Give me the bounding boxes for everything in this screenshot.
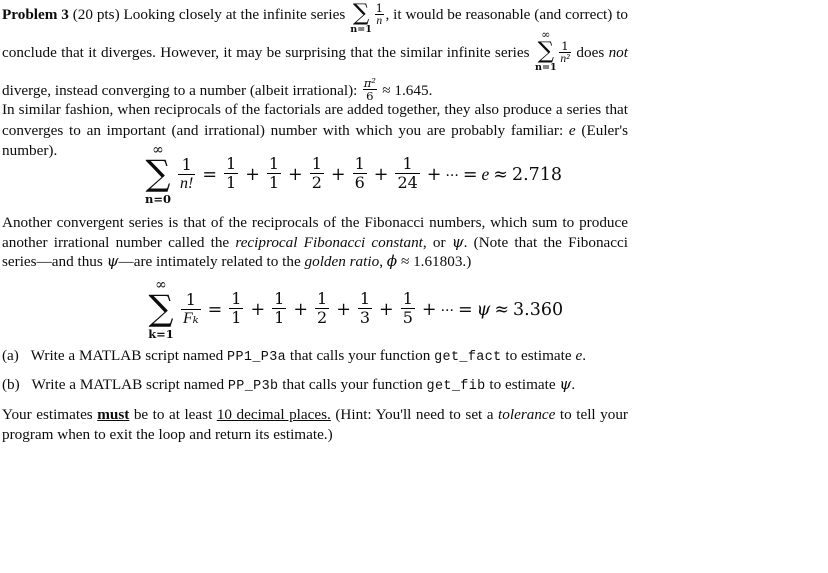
- term-4: $\frac{1}{6}$: [354, 154, 365, 192]
- term-golden-ratio: golden ratio: [304, 253, 380, 270]
- fibonacci-text-1: Another convergent series is that of the reciprocals of the Fibonacci numbers, which sum to produce another irrational number called the: [2, 214, 628, 251]
- task-marker-a: (a): [2, 347, 19, 364]
- fibonacci-text-6: ≈ 1.61803.): [397, 253, 472, 270]
- term-tolerance: tolerance: [498, 406, 556, 423]
- script-name-b: PP_P3b: [227, 379, 279, 394]
- emphasis-decimal-places: 10 decimal places.: [216, 406, 331, 423]
- fibonacci-text-5: ,: [379, 253, 387, 270]
- ellipsis: ···: [445, 167, 459, 184]
- term-reciprocal-fibonacci-constant: reciprocal Fibonacci constant: [235, 233, 423, 251]
- paragraph-intro: [2, 0, 628, 110]
- equals-sign: =: [202, 164, 217, 185]
- term-3: $\frac{1}{2}$: [317, 289, 328, 327]
- fibonacci-text-2: , or: [422, 233, 452, 251]
- task-item-a: [2, 347, 586, 365]
- plus-sign: +: [293, 299, 308, 320]
- psi-symbol: ψ: [451, 232, 464, 251]
- summation-upper-limit: ∞: [541, 27, 551, 41]
- task-a-text-4: .: [582, 347, 586, 364]
- term-1: $\frac{1}{1}$: [231, 289, 242, 327]
- plus-sign: +: [426, 164, 442, 185]
- psi-symbol: ψ: [559, 375, 572, 393]
- task-b-text-4: .: [571, 376, 576, 393]
- task-item-b: [2, 375, 575, 394]
- inline-fraction-one-over-n-squared: $\frac{1}{\text{n²}}$: [560, 38, 570, 65]
- requirements-text-3: (Hint: You'll need to set a: [330, 406, 499, 423]
- task-b-text-3: to estimate: [485, 376, 560, 393]
- plus-sign: +: [330, 164, 346, 185]
- intro-text-1: Looking closely at the infinite series: [119, 6, 350, 23]
- fibonacci-text-4: —are intimately related to the: [118, 253, 305, 270]
- term-5: $\frac{1}{24}$: [397, 154, 418, 192]
- summation-lower-limit: n=0: [145, 191, 171, 206]
- term-1: $\frac{1}{1}$: [226, 154, 237, 192]
- plus-sign: +: [379, 299, 394, 320]
- term-3: $\frac{1}{2}$: [311, 154, 322, 192]
- requirements-text-1: Your estimates: [2, 406, 98, 423]
- fraction-one-over-fibonacci-k: $\frac{1}{\text{Fₖ}}$: [183, 290, 199, 327]
- approx-sign: ≈: [494, 299, 510, 320]
- term-5: $\frac{1}{5}$: [402, 289, 413, 327]
- plus-sign: +: [373, 164, 389, 185]
- inline-summation-basel: ∞ ∑ n=1: [534, 27, 557, 74]
- function-name-get-fact: get_fact: [434, 350, 502, 365]
- term-2: $\frac{1}{1}$: [268, 154, 280, 192]
- ellipsis: ···: [440, 302, 454, 319]
- intro-text-4: diverge, instead converging to a number (albeit irrational):: [2, 82, 362, 99]
- psi-value: 3.360: [513, 299, 564, 320]
- plus-sign: +: [288, 164, 303, 185]
- summation-upper-limit: ∞: [152, 142, 164, 159]
- psi-symbol: ψ: [106, 252, 119, 270]
- summation-upper-limit: ∞: [155, 277, 167, 294]
- summation-lower-limit: n=1: [350, 24, 372, 36]
- euler-number-symbol: e: [481, 163, 490, 184]
- factorial-text-2: (Euler's number).: [2, 121, 629, 159]
- summation-lower-limit: n=1: [534, 62, 557, 74]
- plus-sign: +: [421, 299, 437, 320]
- phi-symbol: ϕ: [386, 252, 398, 270]
- paragraph-requirements: [2, 405, 628, 444]
- euler-number-symbol: e: [568, 121, 576, 139]
- task-b-text-2: that calls your function: [278, 376, 427, 393]
- equals-sign: =: [207, 299, 223, 320]
- equation-euler-series: [143, 142, 563, 206]
- result-equals-sign: =: [462, 164, 478, 185]
- task-b-text-1: Write a MATLAB script named: [31, 376, 228, 393]
- plus-sign: +: [336, 299, 351, 320]
- intro-text-2: , it would be reasonable (and correct) to conclude that it diverges. However, it may be surprising that the similar infinite series: [2, 6, 629, 61]
- intro-text-5: ≈ 1.645.: [378, 82, 433, 99]
- fibonacci-text-3: . (Note that the Fibonacci series—and thus: [2, 233, 628, 270]
- summation-operator: ∞ ∑ k=1: [148, 277, 174, 341]
- euler-number-symbol: e: [575, 347, 583, 364]
- inline-fraction-one-over-n: $\frac{1}{n}$: [375, 0, 383, 27]
- function-name-get-fib: get_fib: [426, 379, 486, 394]
- plus-sign: +: [250, 299, 266, 320]
- intro-text-3: does: [572, 44, 609, 61]
- summation-operator: ∞ ∑ n=0: [145, 142, 171, 206]
- emphasis-must: must: [97, 406, 130, 423]
- plus-sign: +: [245, 164, 260, 185]
- equation-fibonacci-series: [146, 277, 564, 341]
- inline-summation-harmonic: ∑ n=1: [350, 0, 372, 36]
- task-a-text-1: Write a MATLAB script named: [30, 347, 228, 364]
- requirements-text-4: to tell your program when to exit the loop and return its estimate.): [2, 406, 628, 443]
- requirements-text-2: be to at least: [129, 406, 217, 423]
- task-a-text-3: to estimate: [501, 347, 576, 364]
- inline-fraction-pi-squared-over-six: $\frac{\text{π²}}{6}$: [363, 75, 376, 103]
- factorial-text-1: In similar fashion, when reciprocals of the factorials are added together, they also produce a series that converges to an important (and irrational) number with which you are probably familiar:: [2, 101, 628, 139]
- task-marker-b: (b): [2, 376, 20, 393]
- approx-sign: ≈: [493, 164, 508, 185]
- term-2: $\frac{1}{1}$: [274, 289, 285, 327]
- paragraph-factorials: [2, 100, 628, 162]
- script-name-a: PP1_P3a: [227, 350, 287, 365]
- problem-points: (20 pts): [72, 6, 120, 23]
- emphasis-not: not: [608, 44, 628, 61]
- fraction-one-over-n-factorial: $\frac{1}{n!}$: [180, 155, 194, 192]
- result-equals-sign: =: [457, 299, 473, 320]
- paragraph-fibonacci: [2, 213, 628, 272]
- task-a-text-2: that calls your function: [286, 347, 435, 364]
- psi-symbol: ψ: [476, 299, 491, 320]
- euler-number-value: 2.718: [511, 164, 563, 185]
- term-4: $\frac{1}{3}$: [359, 289, 371, 327]
- summation-lower-limit: k=1: [148, 326, 174, 341]
- problem-label: Problem 3: [2, 6, 69, 23]
